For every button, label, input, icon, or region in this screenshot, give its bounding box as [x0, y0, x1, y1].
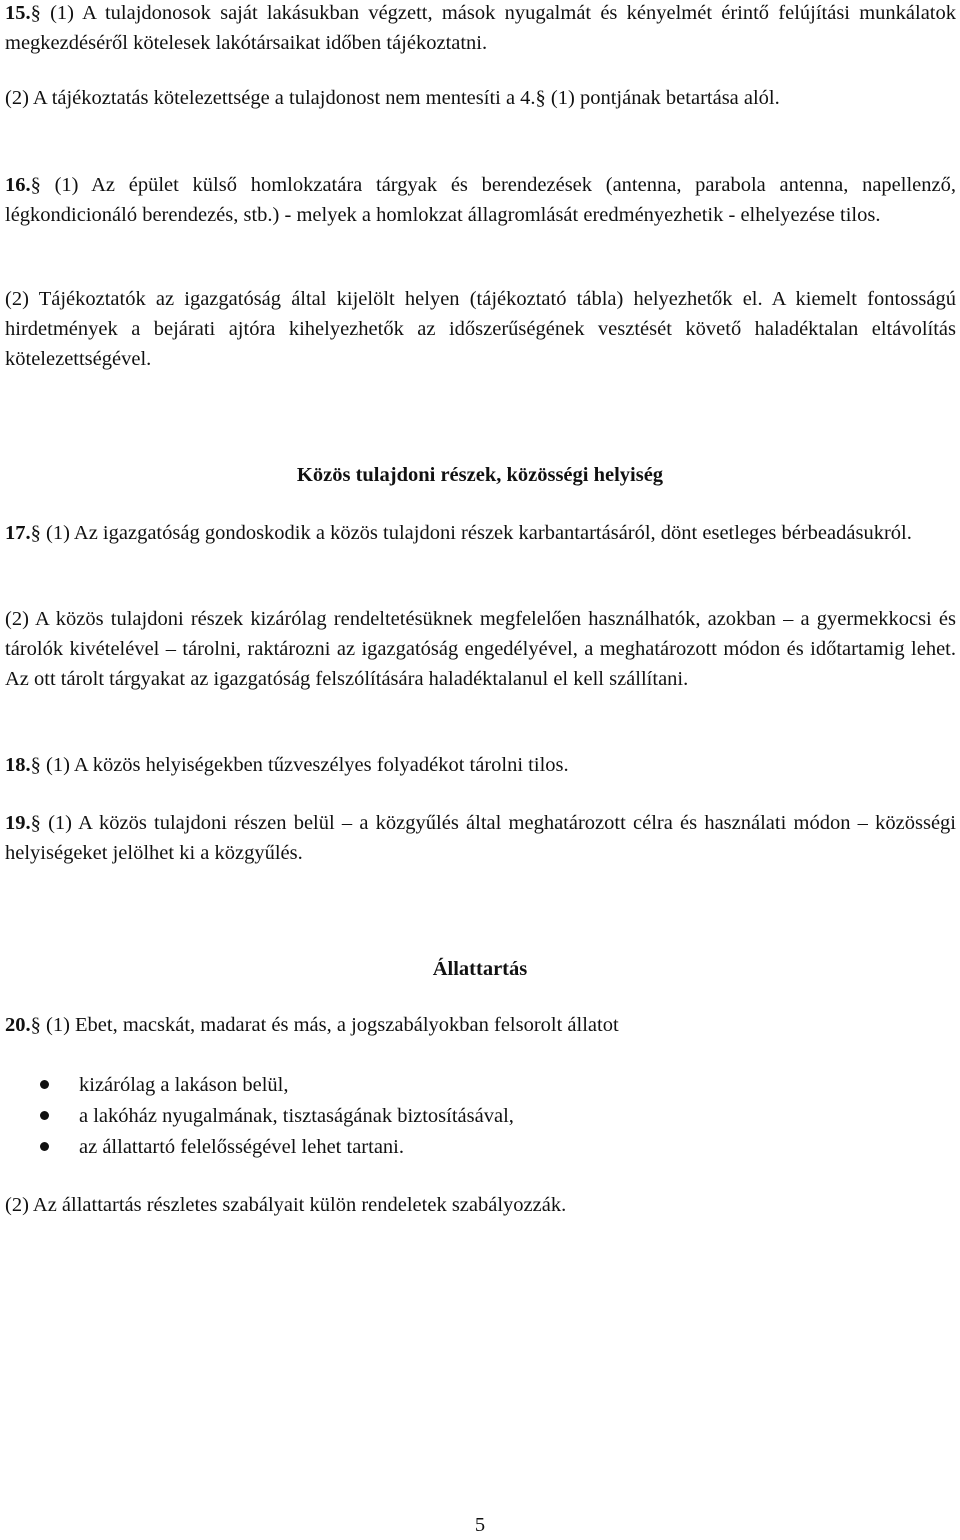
bullet-icon	[40, 1080, 49, 1089]
list-item	[40, 1132, 920, 1162]
paragraph-text: (1) A közös helyiségekben tűzveszélyes folyadékot tárolni tilos.	[40, 754, 569, 776]
paragraph-text: (1) A közös tulajdoni részen belül – a közgyűlés által meghatározott célra és használati módon – közösségi helyiségeket jelölhet ki a közgyűlés.	[5, 812, 956, 864]
page-number: 5	[474, 1514, 486, 1536]
section-heading-common-parts: Közös tulajdoni részek, közösségi helyiség	[296, 464, 664, 486]
section-number: 19.	[5, 812, 31, 834]
section-16-paragraph-2: (2) Tájékoztatók az igazgatóság által kijelölt helyen (tájékoztató tábla) helyezhetők el. A kiemelt fontosságú hirdetmények a bejárati ajtóra kihelyezhetők az időszerűségének vesztését követő haladéktalan eltávolítás kötelezettségével.	[5, 288, 956, 370]
section-18-paragraph-1	[5, 750, 956, 780]
section-19-paragraph-1	[5, 808, 956, 868]
section-symbol: §	[30, 754, 41, 776]
section-number: 17.	[5, 522, 31, 544]
section-symbol: §	[30, 2, 41, 24]
bullet-icon	[40, 1142, 49, 1151]
section-17-paragraph-2: (2) A közös tulajdoni részek kizárólag rendeltetésüknek megfelelően használhatók, azokban – a gyermekkocsi és tárolók kivételével – tárolni, raktározni az igazgatóság engedélyével, a meghatározott módon és időtartamig lehet. Az ott tárolt tárgyakat az igazgatóság felszólítására haladéktalanul el kell szállítani.	[5, 608, 956, 690]
section-symbol: §	[30, 812, 41, 834]
section-symbol: §	[30, 522, 41, 544]
section-number: 16.	[5, 174, 31, 196]
paragraph-text: (1) Ebet, macskát, madarat és más, a jogszabályokban felsorolt állatot	[40, 1014, 619, 1036]
paragraph-text: (1) Az igazgatóság gondoskodik a közös tulajdoni részek karbantartásáról, dönt esetleges bérbeadásukról.	[40, 522, 912, 544]
section-17-paragraph-1	[5, 518, 956, 548]
section-symbol: §	[30, 174, 41, 196]
section-15-paragraph-1	[5, 0, 956, 58]
section-number: 15.	[5, 2, 31, 24]
list-item-text: kizárólag a lakáson belül,	[79, 1074, 289, 1096]
section-heading-animal-keeping: Állattartás	[432, 958, 528, 980]
list-item	[40, 1101, 920, 1131]
paragraph-text: (1) Az épület külső homlokzatára tárgyak és berendezések (antenna, parabola antenna, napellenző, légkondicionáló berendezés, stb.) - melyek a homlokzat állagromlását eredményezhetik - elhelyezése tilos.	[5, 174, 956, 226]
section-20-paragraph-2: (2) Az állattartás részletes szabályait külön rendeletek szabályozzák.	[5, 1194, 567, 1216]
section-symbol: §	[30, 1014, 41, 1036]
list-item-text: az állattartó felelősségével lehet tartani.	[79, 1136, 404, 1158]
list-item	[40, 1070, 920, 1100]
section-number: 18.	[5, 754, 31, 776]
section-15-paragraph-2: (2) A tájékoztatás kötelezettsége a tulajdonost nem mentesíti a 4.§ (1) pontjának betartása alól.	[5, 87, 780, 109]
section-number: 20.	[5, 1014, 31, 1036]
bullet-icon	[40, 1111, 49, 1120]
paragraph-text: (1) A tulajdonosok saját lakásukban végzett, mások nyugalmát és kényelmét érintő felújítási munkálatok megkezdéséről kötelesek lakótársaikat időben tájékoztatni.	[5, 2, 956, 54]
section-16-paragraph-1	[5, 170, 956, 230]
list-item-text: a lakóház nyugalmának, tisztaságának biztosításával,	[79, 1105, 514, 1127]
section-20-paragraph-1	[5, 1010, 956, 1040]
